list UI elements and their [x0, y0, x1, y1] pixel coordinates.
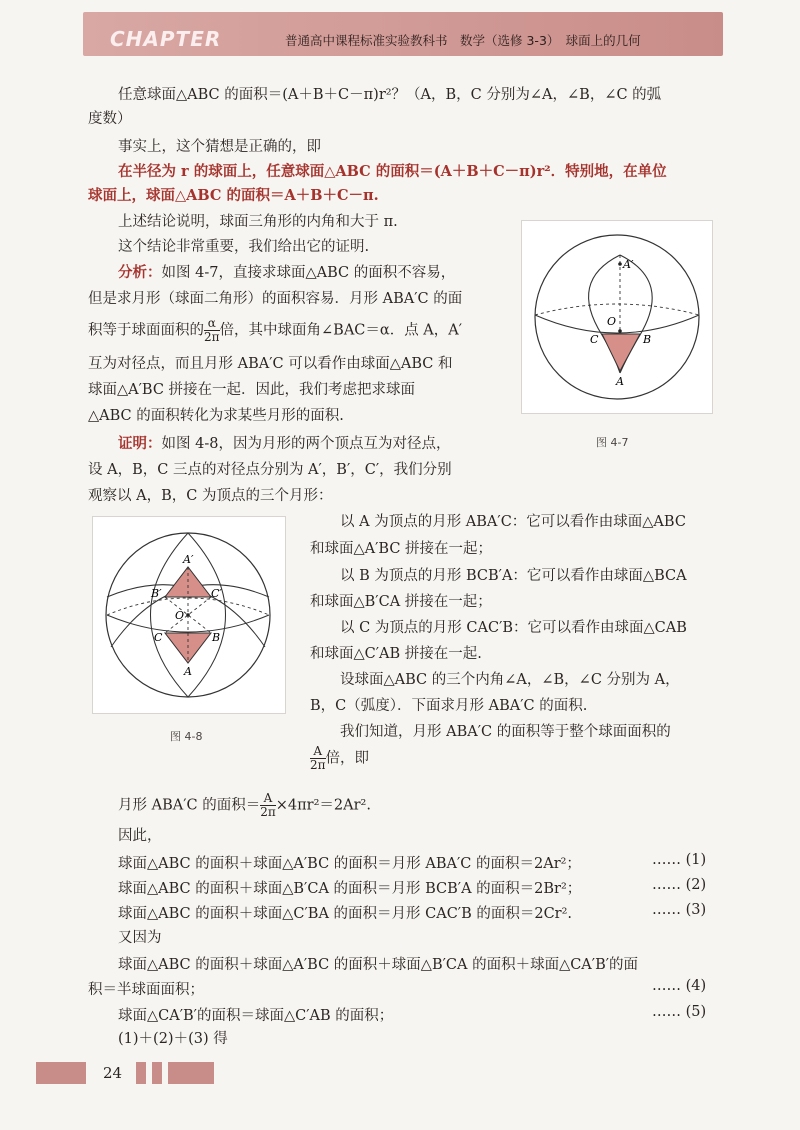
point-a-prime [618, 262, 622, 266]
label-o: O [607, 315, 617, 328]
label-c: C [154, 631, 163, 644]
equation-2: 球面△ABC 的面积＋球面△B′CA 的面积＝月形 BCB′A 的面积＝2Br²； [118, 881, 582, 897]
figure-4-7-caption: 图 4-7 [596, 436, 629, 449]
footer-bar [168, 1062, 214, 1084]
text-line: 球面△A′BC 拼接在一起．因此，我们考虑把求球面 [88, 382, 416, 398]
label-b: B [212, 631, 221, 644]
chapter-label: CHAPTER [110, 27, 222, 51]
text-line: 我们知道，月形 ABA′C 的面积等于整个球面面积的 [340, 724, 671, 740]
label-a: A [616, 375, 624, 388]
label-c-prime: C′ [211, 587, 222, 600]
eq-number-5: …… (5) [652, 1004, 707, 1020]
equator-front [535, 315, 699, 333]
label-a: A [184, 665, 192, 678]
lune-arc [188, 533, 226, 697]
center-point [618, 329, 622, 333]
figure-4-8-caption: 图 4-8 [170, 730, 203, 743]
text-line: 以 A 为顶点的月形 ABA′C：它可以看作由球面△ABC [340, 514, 686, 530]
text-line: 又因为 [118, 930, 162, 946]
text-line: 和球面△B′CA 拼接在一起； [310, 594, 492, 610]
text-line: B，C（弧度）．下面求月形 ABA′C 的面积. [310, 698, 588, 714]
text-line: 但是求月形（球面二角形）的面积容易．月形 ABA′C 的面 [88, 291, 463, 307]
eq-number-1: …… (1) [652, 852, 707, 868]
equation-5: 球面△CA′B′的面积＝球面△C′AB 的面积； [118, 1008, 394, 1024]
text-line: 和球面△A′BC 拼接在一起； [310, 541, 493, 557]
eq-number-2: …… (2) [652, 877, 707, 893]
center-point [186, 613, 190, 617]
eq-number-3: …… (3) [652, 902, 707, 918]
equation-line: 月形 ABA′C 的面积＝ $\frac{A}{2\pi}$ ×4πr²＝2Ar². [118, 791, 371, 819]
text-line: 事实上，这个猜想是正确的，即 [118, 139, 321, 155]
text-line: 这个结论非常重要，我们给出它的证明. [118, 239, 370, 255]
label-b-prime: B′ [151, 587, 162, 600]
book-title: 普通高中课程标准实验教科书 数学（选修 3-3） 球面上的几何 [285, 33, 641, 48]
analysis-paragraph: 分析：如图 4-7，直接求球面△ABC 的面积不容易， [118, 264, 456, 281]
text-line: 和球面△C′AB 拼接在一起. [310, 646, 482, 662]
equation-1: 球面△ABC 的面积＋球面△A′BC 的面积＝月形 ABA′C 的面积＝2Ar²； [118, 856, 581, 872]
analysis-label: 分析： [118, 264, 162, 281]
text-line: 互为对径点，而且月形 ABA′C 可以看作由球面△ABC 和 [88, 356, 453, 372]
theorem-line: 在半径为 r 的球面上，任意球面△ABC 的面积＝(A＋B＋C－π)r²．特别地，在单位 [118, 163, 667, 180]
label-b: B [643, 333, 652, 346]
text-line: 任意球面△ABC 的面积＝(A＋B＋C－π)r²？（A，B，C 分别为∠A，∠B，∠C 的弧 [118, 87, 662, 103]
text-line: 因此， [118, 828, 162, 844]
text-line: 以 B 为顶点的月形 BCB′A：它可以看作由球面△BCA [340, 568, 687, 584]
fraction-a-2: $\frac{A}{2\pi}$ [260, 791, 276, 819]
text-line: △ABC 的面积转化为求某些月形的面积. [88, 408, 344, 424]
equation-4-line2: 积＝半球面面积； [88, 982, 204, 998]
fraction-a: $\frac{A}{2\pi}$ [310, 744, 326, 772]
proof-label: 证明： [118, 435, 162, 452]
text-line: 观察以 A，B，C 为顶点的三个月形： [88, 488, 333, 504]
text-line: 设球面△ABC 的三个内角∠A，∠B，∠C 分别为 A， [340, 672, 680, 688]
label-a-prime: A′ [623, 258, 634, 271]
text-line-with-fraction: $\frac{A}{2\pi}$ 倍，即 [310, 744, 370, 772]
text-line: 以 C 为顶点的月形 CAC′B：它可以看作由球面△CAB [340, 620, 687, 636]
text-line-with-fraction: 积等于球面面积的 $\frac{\alpha}{2\pi}$ 倍，其中球面角∠BAC＝α．点 A，A′ [88, 316, 463, 344]
figure-4-8-diagram [93, 517, 285, 713]
fraction-alpha: $\frac{\alpha}{2\pi}$ [204, 316, 220, 344]
text-line: 上述结论说明，球面三角形的内角和大于 π. [118, 214, 398, 230]
equation-4-line1: 球面△ABC 的面积＋球面△A′BC 的面积＋球面△B′CA 的面积＋球面△CA′B′的面 [118, 957, 639, 973]
label-c: C [590, 333, 599, 346]
figure-4-7-diagram [522, 221, 712, 413]
figure-4-8 [92, 516, 286, 714]
footer-bar [36, 1062, 86, 1084]
label-o: O [175, 609, 185, 622]
equation-3: 球面△ABC 的面积＋球面△C′BA 的面积＝月形 CAC′B 的面积＝2Cr². [118, 906, 573, 922]
text-line: 设 A，B，C 三点的对径点分别为 A′，B′，C′，我们分别 [88, 462, 452, 478]
page-number: 24 [103, 1064, 123, 1082]
label-a-prime: A′ [183, 553, 194, 566]
equator-back [107, 598, 269, 615]
text-line: 度数） [88, 111, 132, 127]
eq-number-4: …… (4) [652, 978, 707, 994]
theorem-line: 球面上，球面△ABC 的面积＝A＋B＋C－π. [88, 187, 379, 204]
footer-bar [152, 1062, 162, 1084]
footer-bar [136, 1062, 146, 1084]
text-line: (1)＋(2)＋(3) 得 [118, 1031, 228, 1047]
equator-back [535, 304, 699, 315]
figure-4-7 [521, 220, 713, 414]
proof-paragraph: 证明：如图 4-8，因为月形的两个顶点互为对径点， [118, 435, 451, 452]
spherical-triangle-abc [602, 334, 640, 371]
